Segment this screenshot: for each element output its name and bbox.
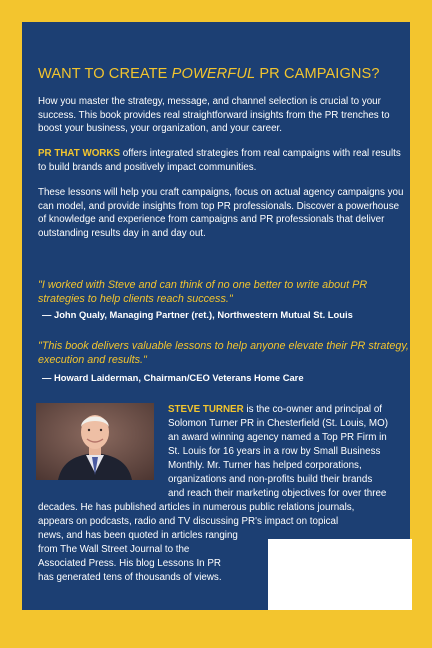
back-cover-panel xyxy=(22,22,410,610)
headline xyxy=(38,66,408,82)
bio-line: Associated Press. His blog Lessons In PR xyxy=(38,558,221,569)
bio-line: Monthly. Mr. Turner has helped corporations, xyxy=(168,460,362,471)
headline-emphasis: POWERFUL xyxy=(171,66,256,82)
headline-pre: WANT TO CREATE xyxy=(38,66,172,82)
bio-line: St. Louis for 16 years in a row by Small Business xyxy=(168,446,381,457)
intro-paragraph: How you master the strategy, message, and channel selection is crucial to your success. This book provides real straightforward insights from the PR trenches to boost your business, your organization, and your career. xyxy=(38,96,390,135)
author-portrait-illustration xyxy=(36,403,154,480)
bio-line: organizations and non-profits build their brands xyxy=(168,474,373,485)
testimonial-attribution-2: — Howard Laiderman, Chairman/CEO Veterans Home Care xyxy=(42,372,304,383)
bio-line: has generated tens of thousands of views. xyxy=(38,572,222,583)
bio-line: and reach their marketing objectives for over three xyxy=(168,488,387,499)
bio-line: an award winning agency named a Top PR Firm in xyxy=(168,432,387,443)
headline-post: PR CAMPAIGNS? xyxy=(255,66,380,82)
brand-paragraph xyxy=(38,147,408,174)
brand-paragraph-text: offers integrated strategies from real campaigns with real results to build brands and positively impact communities. xyxy=(38,148,401,173)
testimonial-quote-1: "I worked with Steve and can think of no one better to write about PR strategies to help clients reach success." xyxy=(38,279,368,305)
testimonial-attribution-1: — John Qualy, Managing Partner (ret.), Northwestern Mutual St. Louis xyxy=(42,309,353,320)
lessons-paragraph: These lessons will help you craft campaigns, focus on actual agency campaigns you can model, and provide insights from top PR professionals. Discover a powerhouse of knowledge and experience from campaigns and PR professionals that deliver outstanding results day in and day out. xyxy=(38,187,404,239)
barcode-area xyxy=(268,539,412,610)
bio-line: STEVE TURNER is the co-owner and principal of xyxy=(168,404,382,415)
bio-line: from The Wall Street Journal to the xyxy=(38,544,190,555)
testimonial-quote-2: "This book delivers valuable lessons to help anyone elevate their PR strategy, execution and results." xyxy=(38,340,409,366)
bio-line: news, and has been quoted in articles ranging xyxy=(38,530,238,541)
bio-line: appears on podcasts, radio and TV discussing PR's impact on topical xyxy=(38,516,339,527)
author-photo xyxy=(36,403,154,480)
book-title-brand: PR THAT WORKS xyxy=(38,148,120,159)
author-name: STEVE TURNER xyxy=(168,404,244,415)
bio-line: decades. He has published articles in numerous public relations journals, xyxy=(38,502,355,513)
bio-line: Solomon Turner PR in Chesterfield (St. Louis, MO) xyxy=(168,418,388,429)
